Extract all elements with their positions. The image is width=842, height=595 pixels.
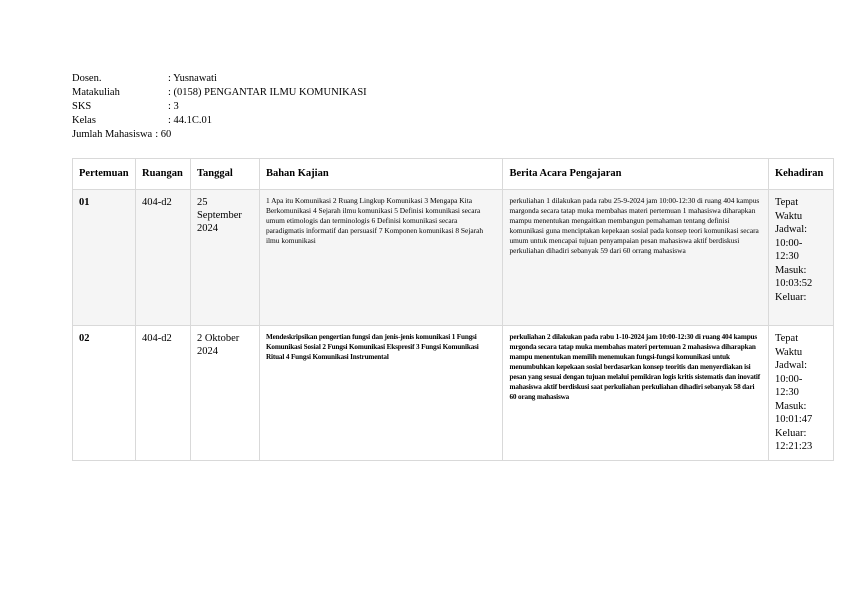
table-row bbox=[73, 190, 834, 326]
header-kehadiran: Kehadiran bbox=[768, 159, 833, 190]
bahan-kajian-cell: Mendeskripsikan pengertian fungsi dan jenis-jenis komunikasi 1 Fungsi Komunikasi Sosial 2 Fungsi Komunikasi Ekspresif 3 Fungsi Komunikasi Ritual 4 Fungsi Komunikasi Instrumental bbox=[259, 326, 503, 461]
berita-acara-cell: perkuliahan 1 dilakukan pada rabu 25-9-2024 jam 10:00-12:30 di ruang 404 kampus margonda secara tatap muka membahas materi pertemuan 1 mahasiswa diharapkan mampu menentukan mengaitkan membangun pemahaman tentang definisi komunikasi guna menciptakan kepekaan sosial pada konsep teori komunikasi secara umum untuk mencapai tujuan penyampaian pesan mahasiswa aktif berdiskusi perkuliahan dihadiri sebanyak 59 dari 60 orrang mahasiswa bbox=[503, 190, 768, 326]
sks-value: : 3 bbox=[168, 101, 179, 112]
kehadiran-line: Keluar: bbox=[774, 291, 807, 303]
kehadiran-line: Jadwal: bbox=[774, 224, 808, 235]
kehadiran-cell bbox=[768, 326, 833, 461]
matakuliah-value: : (0158) PENGANTAR ILMU KOMUNIKASI bbox=[168, 87, 367, 98]
kehadiran-line: 12:30 bbox=[774, 387, 799, 398]
course-info bbox=[72, 72, 367, 142]
ruangan-cell: 404-d2 bbox=[135, 326, 190, 461]
info-row-dosen bbox=[72, 72, 367, 86]
kehadiran-line: 10:01:47 bbox=[774, 414, 813, 425]
kehadiran-line: Waktu bbox=[774, 346, 803, 358]
dosen-label: Dosen. bbox=[72, 73, 102, 84]
attendance-table bbox=[72, 158, 834, 461]
kehadiran-line: 10:00- bbox=[774, 373, 803, 385]
kehadiran-line: Tepat bbox=[774, 333, 799, 344]
ruangan-cell: 404-d2 bbox=[135, 190, 190, 326]
matakuliah-label: Matakuliah bbox=[72, 87, 120, 98]
header-ruangan: Ruangan bbox=[135, 159, 190, 190]
header-bahan-kajian: Bahan Kajian bbox=[259, 159, 503, 190]
info-row-jumlah bbox=[72, 128, 367, 142]
berita-acara-cell: perkuliahan 2 dilakukan pada rabu 1-10-2024 jam 10:00-12:30 di ruang 404 kampus mrgonda secara tatap muka membahas materi pertemuan 2 mahasiswa diharapkan mampu menentukan memilih menemukan fungsi-fungsi komunikasi untuk menumbuhkan kepekaan sosial berdasarkan konsep teoritis dan menyerdiakan isi pesan yang sesuai dengan tujuan melalui pemikiran logis kritis sistematis dan inovatif mahasiswa aktif berdiskusi saat perkuliahan perkuliahan dihadiri sebanyak 58 dari 60 orang mahasiswa bbox=[503, 326, 768, 461]
kehadiran-line: Keluar: bbox=[774, 427, 807, 439]
pertemuan-cell: 02 bbox=[73, 326, 136, 461]
header-tanggal: Tanggal bbox=[190, 159, 259, 190]
tanggal-cell: 25 September 2024 bbox=[190, 190, 259, 326]
sks-label: SKS bbox=[72, 101, 92, 112]
kehadiran-line: Jadwal: bbox=[774, 360, 808, 371]
kehadiran-line: 12:30 bbox=[774, 251, 799, 262]
bahan-kajian-cell: 1 Apa itu Komunikasi 2 Ruang Lingkup Komunikasi 3 Mengapa Kita Berkomunikasi 4 Sejarah ilmu komunikasi 5 Definisi komunikasi secara umum etimologis dan terminologis 6 Definisi komunikasi secara paradigmatis informatif dan persuasif 7 Komponen komunikasi 8 Sejarah ilmu komunikasi bbox=[259, 190, 503, 326]
kelas-label: Kelas bbox=[72, 115, 96, 126]
header-pertemuan: Pertemuan bbox=[73, 159, 136, 190]
header-berita-acara: Berita Acara Pengajaran bbox=[503, 159, 768, 190]
kehadiran-line: Masuk: bbox=[774, 400, 807, 412]
info-row-kelas bbox=[72, 114, 367, 128]
table-row bbox=[73, 326, 834, 461]
kehadiran-line: 12:21:23 bbox=[774, 441, 813, 452]
jumlah-value: : 60 bbox=[155, 129, 172, 140]
info-row-sks bbox=[72, 100, 367, 114]
info-row-matakuliah bbox=[72, 86, 367, 100]
kehadiran-cell bbox=[768, 190, 833, 326]
tanggal-cell: 2 Oktober 2024 bbox=[190, 326, 259, 461]
table-header-row bbox=[73, 159, 834, 190]
kehadiran-line: 10:03:52 bbox=[774, 278, 813, 289]
kehadiran-line: Masuk: bbox=[774, 264, 807, 276]
jumlah-label: Jumlah Mahasiswa bbox=[72, 129, 153, 140]
kehadiran-line: Waktu bbox=[774, 210, 803, 222]
kelas-value: : 44.1C.01 bbox=[168, 115, 213, 126]
dosen-value: : Yusnawati bbox=[168, 73, 217, 84]
pertemuan-cell: 01 bbox=[73, 190, 136, 326]
kehadiran-line: Tepat bbox=[774, 197, 799, 208]
kehadiran-line: 10:00- bbox=[774, 237, 803, 249]
